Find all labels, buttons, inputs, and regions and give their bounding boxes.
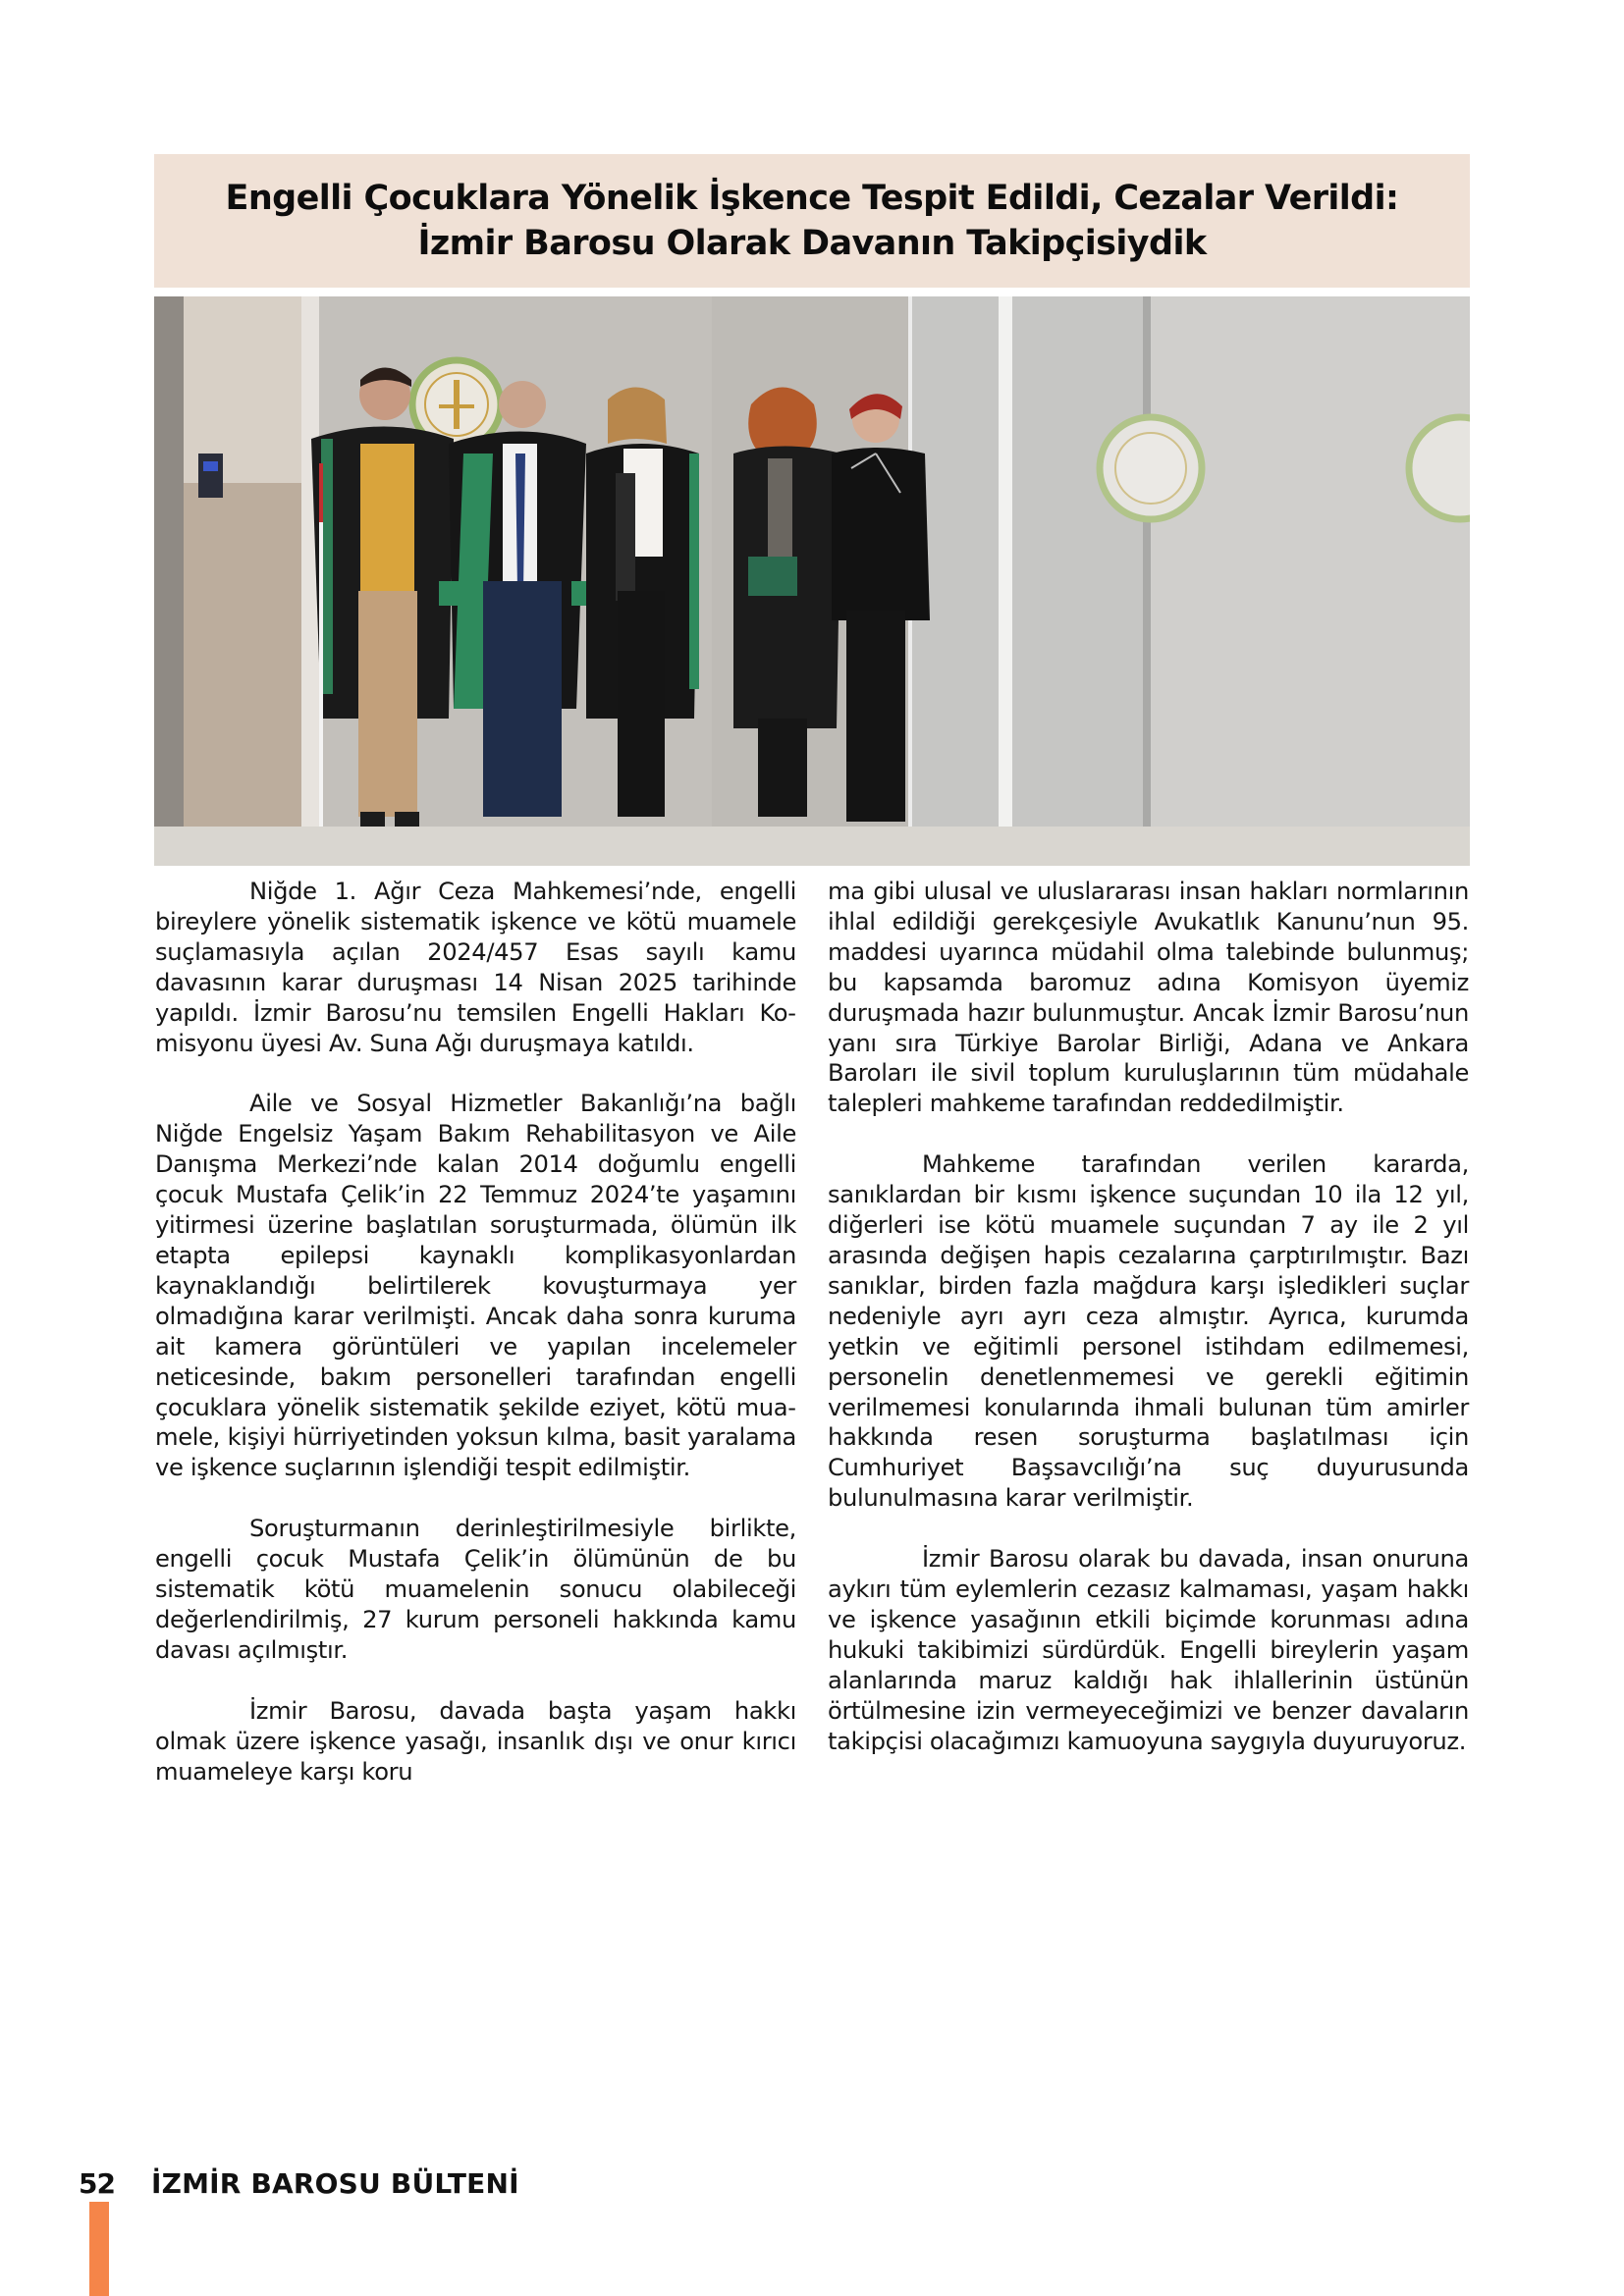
page-number: 52 xyxy=(79,2167,115,2200)
paragraph: Aile ve Sosyal Hizmetler Bakanlığı’na bağlı Niğde Engelsiz Yaşam Bakım Rehabilitasyon ve Aile Danışma Merkezi’nde kalan 2014 doğumlu engelli çocuk Mustafa Çelik’in 22 Temmuz 2024’te yaşamını yitirmesi üzerine başlatılan soruşturmada, ölümün ilk etapta epilepsi kaynaklı komplikasyonlardan kaynaklandığı belirtilerek kovuşturmaya yer olmadığına karar verilmişti. Ancak daha sonra kuruma ait kamera görüntüleri ve yapılan incelemeler neticesinde, bakım personelleri tarafından engelli çocuklara yönelik sistematik şekilde eziyet, kötü muamele, kişiyi hürriyetinden yoksun kılma, basit yaralama ve işkence suçlarının işlendiği tespit edilmiştir. xyxy=(155,1090,796,1482)
paragraph: İzmir Barosu olarak bu davada, insan onuruna aykırı tüm eylemlerin cezasız kalmaması, yaşam hakkı ve işkence yasağının etkili biçimde korunması adına hukuki takibimizi sürdürdük. Engelli bireylerin yaşam alanlarında maruz kaldığı hak ihlallerinin üstünün örtülmesine izin vermeyeceğimizi ve benzer davaların takipçisi olacağımızı kamuoyuna saygıyla duyuruyoruz. xyxy=(828,1545,1469,1755)
paragraph-continued: ma gibi ulusal ve uluslararası insan hakları normlarının ihlal edildiği gerekçesiyle Avukatlık Kanunu’nun 95. maddesi uyarınca müdahil olma talebinde bulunmuş; bu kapsamda baromuz adına Komisyon üyemiz duruşmada hazır bulunmuştur. Ancak İzmir Barosu’nun yanı sıra Türkiye Barolar Birliği, Adana ve Ankara Baroları ile sivil toplum kuruluşlarının tüm müdahale talepleri mahkeme tarafından reddedilmiştir. xyxy=(828,878,1469,1118)
article-title-box xyxy=(154,154,1470,288)
article-photo xyxy=(154,296,1470,866)
footer-accent-bar xyxy=(89,2202,109,2296)
paragraph: İzmir Barosu, davada başta yaşam hakkı olmak üzere işkence yasağı, insanlık dışı ve onur kırıcı muameleye karşı koru xyxy=(155,1696,796,1786)
article-title-line-1: Engelli Çocuklara Yönelik İşkence Tespit Edildi, Cezalar Verildi: xyxy=(225,179,1399,218)
bar-emblem-2 xyxy=(1100,417,1202,519)
paragraph: Niğde 1. Ağır Ceza Mahkemesi’nde, engelli bireylere yönelik sistematik işkence ve kötü muamele suçlamasıyla açılan 2024/457 Esas sayılı kamu davasının karar duruşması 14 Nisan 2025 tarihinde yapıldı. İzmir Barosu’nu temsilen Engelli Hakları Komisyonu üyesi Av. Suna Ağı duruşmaya katıldı. xyxy=(155,878,796,1057)
article-column-right xyxy=(828,877,1469,1787)
publication-title: İZMİR BAROSU BÜLTENİ xyxy=(151,2167,519,2200)
paragraph: Soruşturmanın derinleştirilmesiyle birlikte, engelli çocuk Mustafa Çelik’in ölümünün de bu sistematik kötü muamelenin sonucu olabileceği değerlendirilmiş, 27 kurum personeli hakkında kamu davası açılmıştır. xyxy=(155,1515,796,1664)
paragraph: Mahkeme tarafından verilen kararda, sanıklardan bir kısmı işkence suçundan 10 ila 12 yıl, diğerleri ise kötü muamele suçundan 7 ay ile 2 yıl arasında değişen hapis cezalarına çarptırılmıştır. Bazı sanıklar, birden fazla mağdura karşı işledikleri suçlar nedeniyle ayrı ayrı ceza almıştır. Ayrıca, kurumda yetkin ve eğitimli personel istihdam edilmemesi, personelin denetlenmemesi ve gerekli eğitimin verilmemesi konularında ihmali bulunan tüm amirler hakkında resen soruşturma başlatılması için Cumhuriyet Başsavcılığı’na suç duyurusunda bulunulmasına karar verilmiştir. xyxy=(828,1150,1469,1513)
article-column-left xyxy=(155,877,796,1817)
group-photo-illustration xyxy=(154,296,1470,866)
article-title-line-2: İzmir Barosu Olarak Davanın Takipçisiydik xyxy=(417,224,1207,263)
